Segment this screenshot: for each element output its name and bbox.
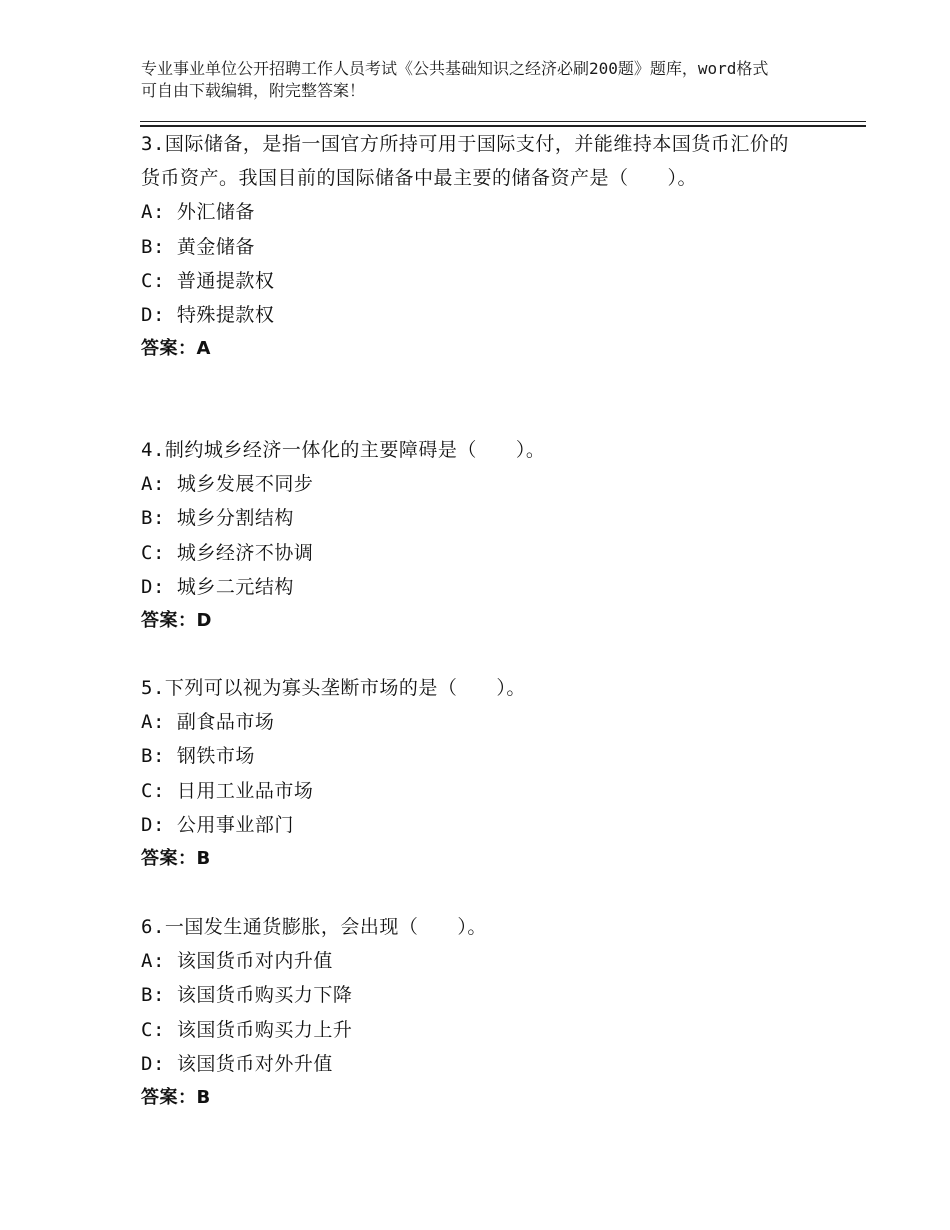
option-b: B: 城乡分割结构: [141, 507, 294, 530]
question-5: [141, 671, 841, 876]
answer-line: 答案：D: [141, 610, 212, 632]
option-a: A: 外汇储备: [141, 201, 255, 224]
document-header: 专业事业单位公开招聘工作人员考试《公共基础知识之经济必刷200题》题库，word格式可自由下载编辑，附完整答案！: [141, 59, 769, 100]
option-b: B: 钢铁市场: [141, 745, 255, 768]
option-c: C: 普通提款权: [141, 269, 275, 292]
option-a: A: 城乡发展不同步: [141, 473, 314, 496]
question-stem: 3.国际储备，是指一国官方所持可用于国际支付，并能维持本国货币汇价的货币资产。我国目前的国际储备中最主要的储备资产是（ ）。: [141, 133, 789, 190]
question-stem: 4.制约城乡经济一体化的主要障碍是（ ）。: [141, 439, 546, 461]
option-b: B: 黄金储备: [141, 235, 255, 258]
question-stem: 6.一国发生通货膨胀，会出现（ ）。: [141, 916, 487, 938]
option-c: C: 该国货币购买力上升: [141, 1018, 353, 1041]
question-stem: 5.下列可以视为寡头垄断市场的是（ ）。: [141, 677, 526, 699]
question-6: [141, 910, 841, 1115]
option-c: C: 城乡经济不协调: [141, 541, 314, 564]
option-b: B: 该国货币购买力下降: [141, 984, 353, 1007]
option-d: D: 特殊提款权: [141, 304, 275, 327]
answer-line: 答案：A: [141, 338, 211, 360]
answer-line: 答案：B: [141, 848, 211, 870]
option-d: D: 公用事业部门: [141, 813, 294, 836]
question-4: [141, 433, 841, 638]
option-a: A: 副食品市场: [141, 711, 275, 734]
question-3: [141, 127, 841, 366]
option-a: A: 该国货币对内升值: [141, 950, 333, 973]
option-d: D: 城乡二元结构: [141, 575, 294, 598]
answer-line: 答案：B: [141, 1087, 211, 1109]
option-c: C: 日用工业品市场: [141, 779, 314, 802]
option-d: D: 该国货币对外升值: [141, 1052, 333, 1075]
